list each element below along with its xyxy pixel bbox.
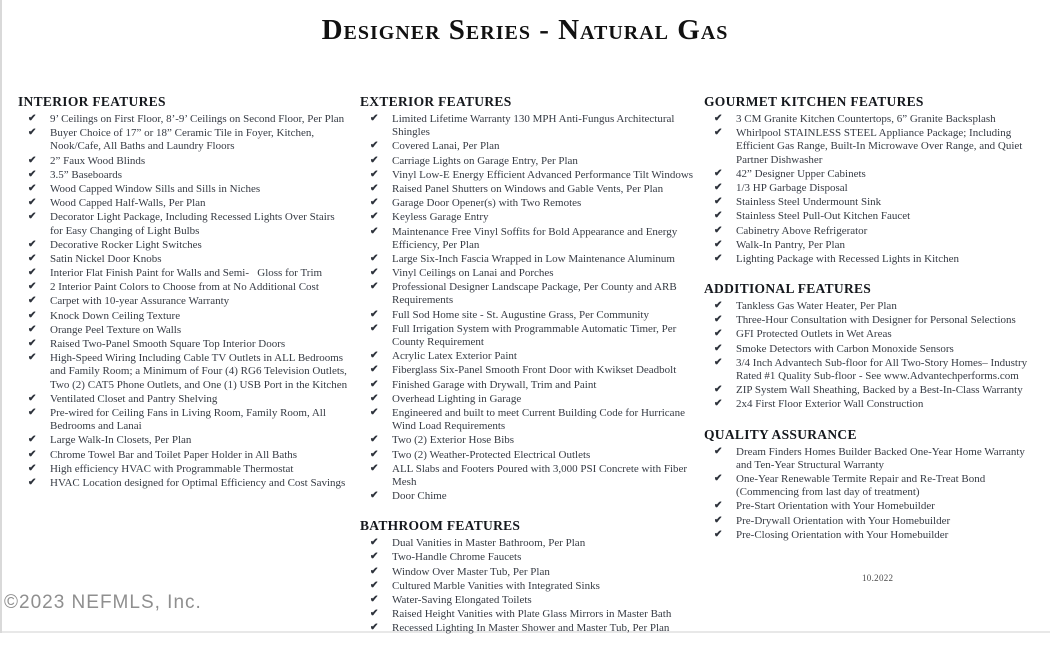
feature-list bbox=[704, 300, 1040, 412]
checkmark-icon: ✔ bbox=[28, 338, 37, 349]
feature-text: Vinyl Ceilings on Lanai and Porches bbox=[392, 267, 554, 280]
checkmark-icon: ✔ bbox=[370, 252, 379, 264]
feature-item bbox=[714, 357, 1040, 383]
feature-text: Chrome Towel Bar and Toilet Paper Holder in All Baths bbox=[50, 448, 298, 461]
feature-item bbox=[28, 281, 350, 294]
checkmark-icon: ✔ bbox=[28, 211, 37, 223]
checkmark-icon: ✔ bbox=[28, 434, 37, 446]
feature-text: Pre-wired for Ceiling Fans in Living Room, Family Room, All Bedrooms and Lanai bbox=[50, 406, 326, 433]
feature-text: Orange Peel Texture on Walls bbox=[50, 323, 182, 336]
checkmark-icon: ✔ bbox=[370, 608, 379, 620]
checkmark-icon: ✔ bbox=[370, 579, 379, 591]
checkmark-icon: ✔ bbox=[714, 252, 723, 264]
checkmark-icon: ✔ bbox=[370, 537, 379, 549]
checkmark-icon: ✔ bbox=[28, 323, 37, 335]
checkmark-icon: ✔ bbox=[370, 490, 379, 502]
feature-item bbox=[28, 267, 350, 280]
checkmark-icon: ✔ bbox=[370, 168, 379, 180]
feature-list bbox=[18, 113, 350, 490]
feature-text: Walk-In Pantry, Per Plan bbox=[736, 238, 845, 251]
feature-item bbox=[370, 490, 698, 503]
checkmark-icon: ✔ bbox=[714, 528, 723, 540]
checkmark-icon: ✔ bbox=[714, 445, 723, 457]
checkmark-icon: ✔ bbox=[28, 168, 37, 180]
feature-text: Tankless Gas Water Heater, Per Plan bbox=[736, 300, 897, 313]
feature-item bbox=[370, 622, 698, 635]
feature-item bbox=[714, 343, 1040, 356]
feature-item bbox=[370, 463, 698, 489]
checkmark-icon: ✔ bbox=[370, 448, 379, 460]
feature-section bbox=[18, 94, 350, 490]
feature-item bbox=[714, 182, 1040, 195]
feature-list bbox=[360, 113, 698, 503]
feature-item bbox=[370, 169, 698, 182]
checkmark-icon: ✔ bbox=[714, 356, 723, 368]
feature-text: 3/4 Inch Advantech Sub-floor for All Two-Story Homes– Industry Rated #1 Quality Sub-floor - See www.Advantechperforms.com bbox=[736, 356, 1028, 382]
feature-text: Full Sod Home site - St. Augustine Grass, Per Community bbox=[392, 308, 649, 321]
feature-text: ALL Slabs and Footers Poured with 3,000 PSI Concrete with Fiber Mesh bbox=[392, 462, 688, 488]
feature-text: Stainless Steel Pull-Out Kitchen Faucet bbox=[736, 210, 911, 223]
feature-item bbox=[714, 446, 1040, 472]
checkmark-icon: ✔ bbox=[714, 314, 723, 326]
checkmark-icon: ✔ bbox=[370, 551, 379, 563]
checkmark-icon: ✔ bbox=[370, 364, 379, 376]
feature-text: Door Chime bbox=[392, 490, 447, 503]
feature-text: Raised Height Vanities with Plate Glass Mirrors in Master Bath bbox=[392, 608, 672, 621]
feature-text: Dual Vanities in Master Bathroom, Per Plan bbox=[392, 537, 586, 550]
feature-text: Two (2) Exterior Hose Bibs bbox=[392, 434, 515, 447]
feature-item bbox=[28, 324, 350, 337]
checkmark-icon: ✔ bbox=[370, 378, 379, 390]
feature-text: Decorator Light Package, Including Recessed Lights Over Stairs for Easy Changing of Light Bulbs bbox=[50, 211, 335, 237]
feature-list bbox=[704, 113, 1040, 266]
feature-item bbox=[28, 127, 350, 153]
feature-text: Cabinetry Above Refrigerator bbox=[736, 224, 868, 237]
section-heading: EXTERIOR FEATURES bbox=[360, 94, 512, 109]
checkmark-icon: ✔ bbox=[714, 210, 723, 222]
checkmark-icon: ✔ bbox=[370, 594, 379, 605]
feature-item bbox=[370, 407, 698, 433]
feature-item bbox=[28, 393, 350, 406]
feature-text: Interior Flat Finish Paint for Walls and Semi- Gloss for Trim bbox=[50, 267, 323, 280]
feature-text: One-Year Renewable Termite Repair and Re-Treat Bond (Commencing from last day of treatment) bbox=[736, 472, 986, 499]
section-heading: BATHROOM FEATURES bbox=[360, 518, 521, 534]
checkmark-icon: ✔ bbox=[370, 308, 379, 320]
feature-text: Recessed Lighting In Master Shower and Master Tub, Per Plan bbox=[392, 622, 670, 635]
feature-text: Raised Two-Panel Smooth Square Top Interior Doors bbox=[50, 338, 286, 350]
checkmark-icon: ✔ bbox=[714, 224, 723, 236]
feature-item bbox=[370, 197, 698, 210]
feature-text: Full Irrigation System with Programmable Automatic Timer, Per County Requirement bbox=[392, 322, 677, 348]
feature-text: Limited Lifetime Warranty 130 MPH Anti-Fungus Architectural Shingles bbox=[392, 113, 675, 139]
checkmark-icon: ✔ bbox=[28, 127, 37, 139]
feature-item bbox=[714, 113, 1040, 126]
checkmark-icon: ✔ bbox=[370, 211, 379, 223]
feature-section bbox=[360, 518, 698, 635]
feature-text: Two-Handle Chrome Faucets bbox=[392, 551, 522, 564]
feature-list bbox=[704, 446, 1040, 542]
feature-item bbox=[714, 239, 1040, 252]
feature-text: HVAC Location designed for Optimal Efficiency and Cost Savings bbox=[50, 476, 346, 489]
checkmark-icon: ✔ bbox=[370, 154, 379, 166]
feature-text: 2 Interior Paint Colors to Choose from at No Additional Cost bbox=[50, 281, 319, 294]
feature-item bbox=[370, 393, 698, 406]
feature-text: Keyless Garage Entry bbox=[392, 211, 489, 224]
feature-text: Covered Lanai, Per Plan bbox=[392, 140, 500, 153]
feature-item bbox=[370, 155, 698, 168]
feature-item bbox=[370, 434, 698, 447]
checkmark-icon: ✔ bbox=[714, 328, 723, 340]
checkmark-icon: ✔ bbox=[28, 238, 37, 250]
section-heading: QUALITY ASSURANCE bbox=[704, 426, 857, 442]
feature-text: Pre-Start Orientation with Your Homebuilder bbox=[736, 500, 935, 513]
feature-item bbox=[28, 434, 350, 447]
feature-item bbox=[28, 407, 350, 433]
feature-text: Acrylic Latex Exterior Paint bbox=[392, 350, 517, 363]
checkmark-icon: ✔ bbox=[28, 462, 37, 474]
checkmark-icon: ✔ bbox=[370, 281, 379, 293]
checkmark-icon: ✔ bbox=[714, 342, 723, 354]
feature-item bbox=[28, 310, 350, 323]
checkmark-icon: ✔ bbox=[370, 140, 379, 152]
feature-item bbox=[370, 608, 698, 621]
feature-item bbox=[28, 211, 350, 237]
checkmark-icon: ✔ bbox=[28, 352, 37, 364]
feature-item bbox=[370, 551, 698, 564]
feature-item bbox=[370, 281, 698, 307]
checkmark-icon: ✔ bbox=[714, 181, 723, 193]
feature-item bbox=[28, 477, 350, 490]
feature-item bbox=[28, 113, 350, 126]
feature-item bbox=[370, 226, 698, 252]
column-interior bbox=[18, 94, 350, 505]
feature-item bbox=[370, 537, 698, 550]
checkmark-icon: ✔ bbox=[370, 182, 379, 194]
feature-text: Engineered and built to meet Current Building Code for Hurricane Wind Load Requirements bbox=[392, 406, 685, 433]
feature-item bbox=[370, 309, 698, 322]
feature-item bbox=[714, 225, 1040, 238]
feature-text: Window Over Master Tub, Per Plan bbox=[392, 565, 550, 578]
feature-text: 3 CM Granite Kitchen Countertops, 6” Granite Backsplash bbox=[736, 113, 996, 125]
checkmark-icon: ✔ bbox=[28, 113, 37, 124]
feature-text: Overhead Lighting in Garage bbox=[392, 392, 522, 405]
checkmark-icon: ✔ bbox=[370, 322, 379, 334]
feature-text: Cultured Marble Vanities with Integrated Sinks bbox=[392, 579, 600, 592]
section-heading: INTERIOR FEATURES bbox=[18, 94, 166, 109]
checkmark-icon: ✔ bbox=[370, 434, 379, 446]
checkmark-icon: ✔ bbox=[370, 565, 379, 577]
checkmark-icon: ✔ bbox=[714, 514, 723, 526]
section-heading: GOURMET KITCHEN FEATURES bbox=[704, 94, 924, 109]
checkmark-icon: ✔ bbox=[28, 309, 37, 321]
checkmark-icon: ✔ bbox=[714, 113, 723, 124]
checkmark-icon: ✔ bbox=[28, 252, 37, 264]
feature-text: ZIP System Wall Sheathing, Backed by a Best-In-Class Warranty bbox=[736, 384, 1023, 397]
feature-item bbox=[28, 352, 350, 392]
section-heading: ADDITIONAL FEATURES bbox=[704, 281, 872, 297]
checkmark-icon: ✔ bbox=[28, 406, 37, 418]
feature-item bbox=[714, 500, 1040, 513]
feature-item bbox=[370, 350, 698, 363]
feature-text: 2x4 First Floor Exterior Wall Construction bbox=[736, 398, 924, 411]
checkmark-icon: ✔ bbox=[714, 300, 723, 312]
feature-text: Lighting Package with Recessed Lights in Kitchen bbox=[736, 252, 960, 265]
column-kitchen-additional-quality bbox=[704, 94, 1040, 557]
checkmark-icon: ✔ bbox=[28, 295, 37, 307]
feature-section bbox=[704, 94, 1040, 266]
feature-item bbox=[714, 168, 1040, 181]
feature-text: Fiberglass Six-Panel Smooth Front Door with Kwikset Deadbolt bbox=[392, 364, 677, 377]
feature-text: Large Six-Inch Fascia Wrapped in Low Maintenance Aluminum bbox=[392, 252, 675, 265]
feature-item bbox=[714, 398, 1040, 411]
feature-item bbox=[370, 566, 698, 579]
checkmark-icon: ✔ bbox=[28, 154, 37, 166]
feature-item bbox=[714, 300, 1040, 313]
checkmark-icon: ✔ bbox=[28, 281, 37, 293]
feature-item bbox=[370, 211, 698, 224]
feature-text: Pre-Drywall Orientation with Your Homebuilder bbox=[736, 514, 951, 527]
checkmark-icon: ✔ bbox=[370, 113, 379, 124]
feature-text: High efficiency HVAC with Programmable Thermostat bbox=[50, 462, 294, 475]
checkmark-icon: ✔ bbox=[714, 384, 723, 396]
feature-text: Garage Door Opener(s) with Two Remotes bbox=[392, 197, 582, 210]
feature-text: Carpet with 10-year Assurance Warranty bbox=[50, 295, 230, 308]
feature-text: Smoke Detectors with Carbon Monoxide Sensors bbox=[736, 342, 954, 355]
checkmark-icon: ✔ bbox=[714, 167, 723, 179]
feature-item bbox=[370, 253, 698, 266]
feature-item bbox=[714, 210, 1040, 223]
checkmark-icon: ✔ bbox=[370, 462, 379, 474]
feature-section bbox=[704, 427, 1040, 542]
feature-text: GFI Protected Outlets in Wet Areas bbox=[736, 328, 892, 341]
feature-item bbox=[28, 183, 350, 196]
feature-text: Large Walk-In Closets, Per Plan bbox=[50, 434, 192, 447]
checkmark-icon: ✔ bbox=[370, 267, 379, 279]
feature-item bbox=[28, 239, 350, 252]
feature-item bbox=[714, 384, 1040, 397]
feature-item bbox=[28, 253, 350, 266]
feature-text: 42” Designer Upper Cabinets bbox=[736, 167, 866, 180]
feature-text: High-Speed Wiring Including Cable TV Outlets in ALL Bedrooms and Family Room; a Minimum of Four (4) RG6 Television Outlets, Two (2) CAT5 Phone Outlets, and One (1) USB Port in the Kitchen bbox=[50, 352, 348, 391]
page-title: Designer Series - Natural Gas bbox=[321, 14, 729, 46]
feature-item bbox=[370, 183, 698, 196]
feature-item bbox=[370, 140, 698, 153]
feature-item bbox=[714, 253, 1040, 266]
feature-text: Maintenance Free Vinyl Soffits for Bold Appearance and Energy Efficiency, Per Plan bbox=[392, 225, 678, 251]
feature-item bbox=[370, 594, 698, 607]
feature-item bbox=[714, 328, 1040, 341]
checkmark-icon: ✔ bbox=[370, 622, 379, 634]
feature-text: Knock Down Ceiling Texture bbox=[50, 309, 181, 322]
feature-text: Stainless Steel Undermount Sink bbox=[736, 196, 882, 209]
feature-item bbox=[370, 580, 698, 593]
checkmark-icon: ✔ bbox=[28, 197, 37, 209]
copyright-watermark: ©2023 NEFMLS, Inc. bbox=[4, 592, 202, 613]
feature-item bbox=[714, 127, 1040, 167]
feature-item bbox=[714, 529, 1040, 542]
feature-item bbox=[28, 449, 350, 462]
checkmark-icon: ✔ bbox=[370, 350, 379, 362]
feature-item bbox=[28, 197, 350, 210]
feature-item bbox=[28, 155, 350, 168]
feature-text: Pre-Closing Orientation with Your Homebuilder bbox=[736, 528, 949, 541]
checkmark-icon: ✔ bbox=[370, 406, 379, 418]
feature-text: Dream Finders Homes Builder Backed One-Year Home Warranty and Ten-Year Structural Warranty bbox=[736, 445, 1025, 471]
revision-date: 10.2022 bbox=[862, 573, 894, 583]
feature-list bbox=[360, 537, 698, 635]
feature-text: Decorative Rocker Light Switches bbox=[50, 238, 202, 251]
feature-text: Professional Designer Landscape Package, Per County and ARB Requirements bbox=[392, 281, 677, 307]
feature-item bbox=[28, 295, 350, 308]
feature-text: Two (2) Weather-Protected Electrical Outlets bbox=[392, 448, 591, 461]
feature-text: 1/3 HP Garbage Disposal bbox=[736, 181, 848, 194]
feature-item bbox=[370, 113, 698, 139]
feature-text: Wood Capped Half-Walls, Per Plan bbox=[50, 197, 206, 210]
feature-item bbox=[714, 196, 1040, 209]
feature-text: Whirlpool STAINLESS STEEL Appliance Package; Including Efficient Gas Range, Built-In Microwave Over Range, and Quiet Partner Dishwasher bbox=[736, 127, 1023, 166]
feature-item bbox=[370, 379, 698, 392]
checkmark-icon: ✔ bbox=[28, 182, 37, 194]
checkmark-icon: ✔ bbox=[714, 196, 723, 208]
feature-text: Water-Saving Elongated Toilets bbox=[392, 594, 532, 606]
checkmark-icon: ✔ bbox=[714, 398, 723, 410]
feature-item bbox=[370, 323, 698, 349]
feature-text: Buyer Choice of 17” or 18” Ceramic Tile in Foyer, Kitchen, Nook/Cafe, All Baths and Laundry Floors bbox=[50, 127, 315, 153]
feature-item bbox=[370, 267, 698, 280]
feature-item bbox=[714, 314, 1040, 327]
feature-text: Ventilated Closet and Pantry Shelving bbox=[50, 392, 218, 405]
feature-text: 9’ Ceilings on First Floor, 8’-9’ Ceilings on Second Floor, Per Plan bbox=[50, 113, 345, 125]
feature-text: Finished Garage with Drywall, Trim and Paint bbox=[392, 378, 597, 391]
feature-text: 3.5” Baseboards bbox=[50, 168, 123, 181]
checkmark-icon: ✔ bbox=[28, 267, 37, 279]
checkmark-icon: ✔ bbox=[714, 472, 723, 484]
feature-item bbox=[28, 463, 350, 476]
checkmark-icon: ✔ bbox=[370, 197, 379, 209]
feature-item bbox=[714, 515, 1040, 528]
checkmark-icon: ✔ bbox=[28, 448, 37, 460]
feature-item bbox=[370, 449, 698, 462]
feature-text: Three-Hour Consultation with Designer for Personal Selections bbox=[736, 314, 1016, 327]
feature-item bbox=[28, 338, 350, 351]
checkmark-icon: ✔ bbox=[714, 238, 723, 250]
checkmark-icon: ✔ bbox=[370, 392, 379, 404]
feature-text: Wood Capped Window Sills and Sills in Niches bbox=[50, 182, 261, 195]
checkmark-icon: ✔ bbox=[370, 225, 379, 237]
feature-item bbox=[714, 473, 1040, 499]
feature-section bbox=[704, 281, 1040, 412]
column-exterior-bathroom bbox=[360, 94, 698, 651]
checkmark-icon: ✔ bbox=[714, 127, 723, 139]
checkmark-icon: ✔ bbox=[28, 392, 37, 404]
feature-text: Carriage Lights on Garage Entry, Per Plan bbox=[392, 154, 578, 167]
feature-text: 2” Faux Wood Blinds bbox=[50, 154, 146, 167]
checkmark-icon: ✔ bbox=[714, 500, 723, 512]
feature-item bbox=[28, 169, 350, 182]
feature-item bbox=[370, 364, 698, 377]
feature-text: Satin Nickel Door Knobs bbox=[50, 252, 162, 265]
checkmark-icon: ✔ bbox=[28, 476, 37, 488]
feature-text: Raised Panel Shutters on Windows and Gable Vents, Per Plan bbox=[392, 182, 664, 195]
feature-text: Vinyl Low-E Energy Efficient Advanced Performance Tilt Windows bbox=[392, 168, 694, 181]
feature-section bbox=[360, 94, 698, 503]
